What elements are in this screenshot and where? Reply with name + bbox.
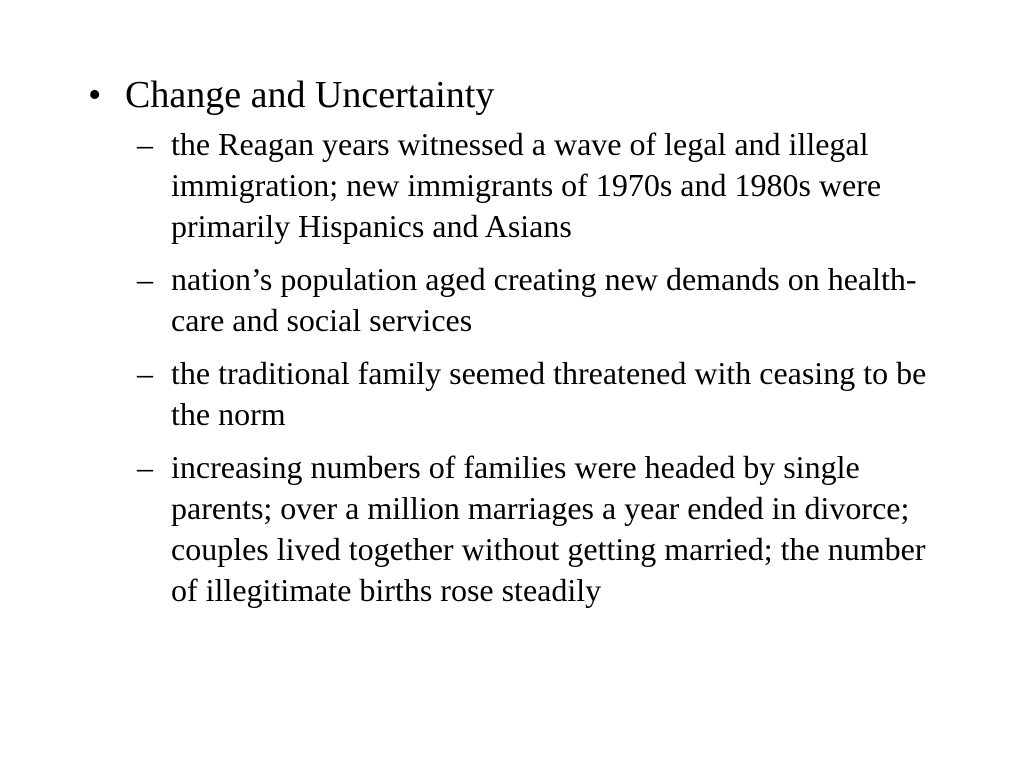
sub-bullet-text: the traditional family seemed threatened with ceasing to be the norm [171, 355, 927, 432]
dash-marker: – [137, 449, 153, 485]
slide-heading: Change and Uncertainty [125, 74, 495, 116]
sub-bullet-family-change [88, 447, 948, 611]
sub-bullet-text: nation’s population aged creating new demands on health-care and social services [171, 261, 917, 338]
sub-bullet-text: the Reagan years witnessed a wave of legal and illegal immigration; new immigrants of 1970s and 1980s were primarily Hispanics and Asians [171, 126, 882, 244]
bullet-marker: • [88, 74, 102, 116]
sub-bullet-traditional-family [88, 353, 948, 435]
dash-marker: – [137, 261, 153, 297]
sub-bullet-immigration [88, 124, 948, 247]
sub-bullet-aging-population [88, 259, 948, 341]
bullet-block [88, 72, 948, 623]
sub-bullet-text: increasing numbers of families were headed by single parents; over a million marriages a year ended in divorce; couples lived together without getting married; the number of illegitimate births rose steadily [171, 449, 926, 608]
sub-bullet-list [88, 124, 948, 611]
dash-marker: – [137, 355, 153, 391]
main-bullet [88, 72, 948, 118]
dash-marker: – [137, 126, 153, 162]
